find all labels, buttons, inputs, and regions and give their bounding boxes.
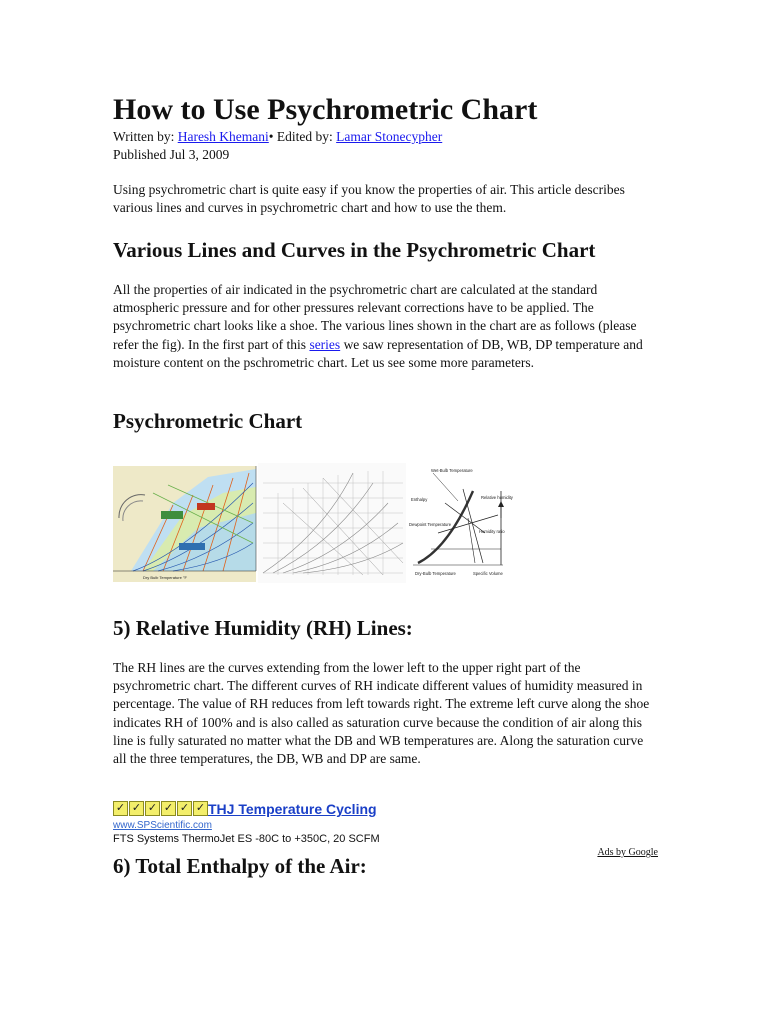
grayscale-chart-panel <box>258 463 406 583</box>
relative-humidity-paragraph: The RH lines are the curves extending from the lower left to the upper right part of the psychrometric chart. The different curves of RH indicate different values of humidity measured in percentage. The value of RH reduces from left towards right. The extreme left curve along the shoe indicates RH of 100% and is also called as saturation curve because the condition of air along this line is fully saturated no matter what the DB and WB temperatures are. Along the saturation curve all the three temperatures, the DB, WB and DP are same. <box>113 660 650 767</box>
ad-badge-icon: ✓ <box>161 801 176 816</box>
ad-badge-icon: ✓ <box>177 801 192 816</box>
ad-title-link[interactable]: THJ Temperature Cycling <box>208 800 377 817</box>
sponsored-ad <box>113 800 658 858</box>
figure-axis-label: Dry Bulb Temperature °F <box>143 575 187 580</box>
edited-by-label: • Edited by: <box>268 129 337 144</box>
ad-rating-icons <box>113 801 208 816</box>
intro-paragraph: Using psychrometric chart is quite easy if you know the properties of air. This article describes various lines and curves in psychrometric chart and how to use the them. <box>113 182 625 216</box>
written-by-label: Written by: <box>113 129 178 144</box>
section-heading-psychrometric-chart: Psychrometric Chart <box>113 409 303 433</box>
paragraph-text: All the properties of air indicated in the psychrometric chart are calculated at the standard atmospheric pressure and for other pressures relevant corrections have to be applied. The psychrometric chart looks like a shoe. The various lines shown in the chart are as follows (please refer the fig). In the first part of this <box>113 282 637 352</box>
byline <box>113 128 442 146</box>
label-humidity-ratio: Humidity ratio <box>479 529 505 534</box>
ad-badge-icon: ✓ <box>113 801 128 816</box>
ad-badge-icon: ✓ <box>145 801 160 816</box>
label-specific-volume: Specific Volume <box>473 571 503 576</box>
ad-badge-icon: ✓ <box>129 801 144 816</box>
label-enthalpy: Enthalpy <box>411 497 428 502</box>
label-relative-humidity: Relative humidity <box>481 495 513 500</box>
published-date: Published Jul 3, 2009 <box>113 147 230 162</box>
editor-link[interactable]: Lamar Stonecypher <box>336 129 443 144</box>
author-link[interactable]: Haresh Khemani <box>177 129 269 144</box>
label-dewpoint: Dewpoint Temperature <box>409 522 452 527</box>
ads-by-google-link[interactable]: Ads by Google <box>597 847 658 858</box>
label-dry-bulb: Dry-Bulb Temperature <box>415 571 456 576</box>
label-wet-bulb: Wet-Bulb Temperature <box>431 468 473 473</box>
ad-description: FTS Systems ThermoJet ES -80C to +350C, 20 SCFM <box>113 833 380 845</box>
section-paragraph-properties <box>113 281 658 372</box>
section-heading-relative-humidity: 5) Relative Humidity (RH) Lines: <box>113 616 413 640</box>
ad-badge-icon: ✓ <box>193 801 208 816</box>
ad-url-link[interactable]: www.SPScientific.com <box>113 820 212 831</box>
schematic-panel <box>408 463 514 583</box>
section-heading-total-enthalpy: 6) Total Enthalpy of the Air: <box>113 854 367 878</box>
colored-chart-panel <box>113 466 256 582</box>
paragraph-text: we saw representation of DB, WB, DP temperature and moisture content on the pschrometric chart. Let us see some more parameters. <box>113 336 643 370</box>
page-title: How to Use Psychrometric Chart <box>113 93 538 126</box>
series-link[interactable]: series <box>309 336 341 352</box>
psychrometric-chart-figure <box>113 463 513 583</box>
section-heading-lines-curves: Various Lines and Curves in the Psychrometric Chart <box>113 238 596 262</box>
